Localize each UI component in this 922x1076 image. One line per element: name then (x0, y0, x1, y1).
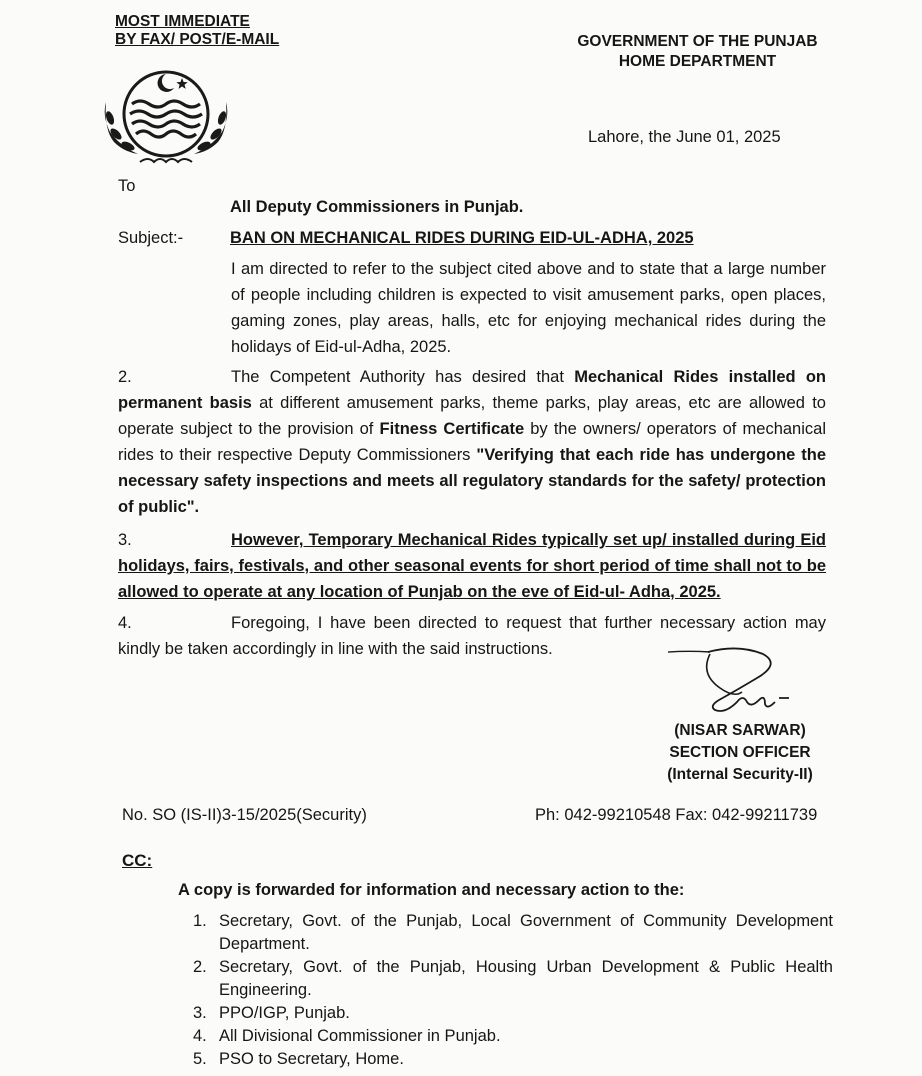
list-item (193, 1002, 833, 1025)
issuing-office (575, 32, 820, 72)
paragraph-2 (118, 364, 826, 520)
paragraph-1: I am directed to refer to the subject cited above and to state that a large number of people including children is expected to visit amusement parks, open places, gaming zones, play areas, halls, etc for enjoying mechanical rides during the holidays of Eid-ul-Adha, 2025. (231, 260, 826, 356)
paragraph-4-number: 4. (118, 614, 132, 632)
delivery-label: BY FAX/ POST/E-MAIL (115, 31, 280, 48)
subject-label: Subject:- (118, 229, 184, 247)
paragraph-3-number: 3. (118, 531, 132, 549)
paragraph-2-text-e: by the owners/ operators of mechanical rides to their respective Deputy Commissioners (118, 420, 826, 464)
list-item-number: 1. (193, 912, 207, 930)
paragraph-2-emphasis-verifying: "Verifying that each ride has undergone the necessary safety inspections and meets all regulatory standards for the safety/ protection of public". (118, 446, 827, 516)
cc-recipient-list (193, 910, 833, 1071)
cc-label: CC: (122, 851, 153, 870)
signatory-block (640, 720, 840, 786)
signatory-section: (Internal Security-II) (667, 766, 813, 783)
letter-date: Lahore, the June 01, 2025 (588, 128, 781, 146)
to-label: To (118, 177, 136, 195)
paragraph-2-text-c: at different amusement parks, theme parks, play areas, etc are allowed to operate subject to the provision of (118, 394, 826, 438)
list-item (193, 956, 833, 1002)
signatory-name: (NISAR SARWAR) (674, 722, 806, 739)
reference-number: No. SO (IS-II)3-15/2025(Security) (122, 806, 367, 824)
list-item-number: 4. (193, 1027, 207, 1045)
list-item-number: 3. (193, 1004, 207, 1022)
list-item-text: PPO/IGP, Punjab. (219, 1004, 350, 1022)
header-priority-block (115, 13, 279, 49)
paragraph-3-text: However, Temporary Mechanical Rides typically set up/ installed during Eid holidays, fairs, festivals, and other seasonal events for short period of time shall not to be allowed to operate at any location of Punjab on the eve of Eid-ul- Adha, 2025. (118, 531, 826, 601)
cc-intro: A copy is forwarded for information and necessary action to the: (178, 881, 685, 899)
handwritten-signature (668, 640, 808, 730)
recipient: All Deputy Commissioners in Punjab. (230, 198, 524, 216)
list-item-text: Secretary, Govt. of the Punjab, Local Government of Community Development Department. (219, 912, 833, 953)
priority-label: MOST IMMEDIATE (115, 13, 250, 30)
list-item-number: 5. (193, 1050, 207, 1068)
signatory-title: SECTION OFFICER (669, 744, 811, 761)
paragraph-2-emphasis-rides: Mechanical Rides installed on permanent basis (118, 368, 827, 412)
department-name: HOME DEPARTMENT (618, 53, 777, 70)
list-item (193, 1025, 833, 1048)
paragraph-4-text: Foregoing, I have been directed to request that further necessary action may kindly be taken accordingly in line with the said instructions. (118, 614, 826, 658)
list-item-text: All Divisional Commissioner in Punjab. (219, 1027, 501, 1045)
org-name: GOVERNMENT OF THE PUNJAB (577, 33, 818, 50)
list-item-text: Secretary, Govt. of the Punjab, Housing Urban Development & Public Health Engineering. (219, 958, 833, 999)
list-item (193, 1048, 833, 1071)
paragraph-2-text-a: The Competent Authority has desired that (231, 368, 575, 386)
subject-text: BAN ON MECHANICAL RIDES DURING EID-UL-ADHA, 2025 (230, 229, 694, 247)
list-item-number: 2. (193, 958, 207, 976)
punjab-government-emblem (96, 62, 236, 170)
paragraph-2-emphasis-certificate: Fitness Certificate (379, 420, 525, 438)
paragraph-3 (118, 527, 826, 605)
list-item (193, 910, 833, 956)
paragraph-2-number: 2. (118, 368, 132, 386)
list-item-text: PSO to Secretary, Home. (219, 1050, 404, 1068)
contact-numbers: Ph: 042-99210548 Fax: 042-99211739 (535, 806, 818, 824)
